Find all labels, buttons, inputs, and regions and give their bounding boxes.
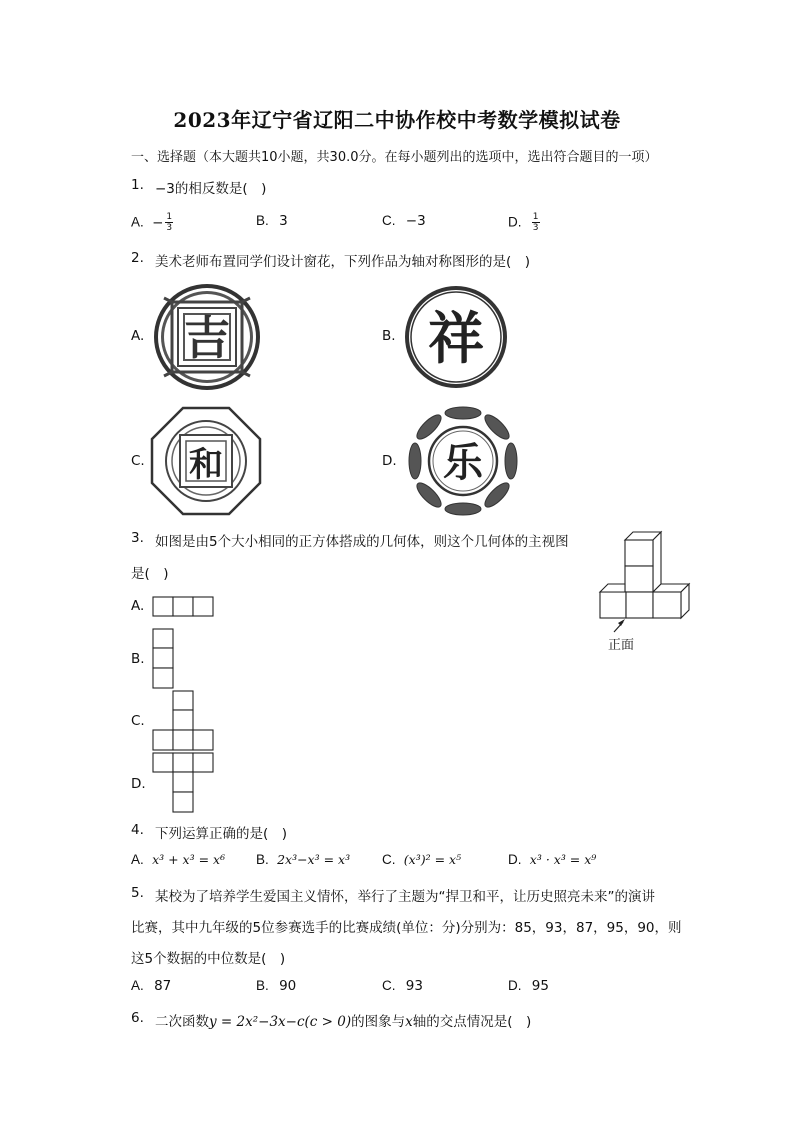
fraction-numerator: 1 (532, 212, 539, 222)
paper-cut-ji-image[interactable] (150, 282, 265, 392)
xiang-character: 祥 (428, 307, 484, 372)
question-3-number: 3. (131, 530, 144, 546)
fraction-denominator: 3 (532, 223, 539, 233)
paper-cut-xiang-image[interactable] (402, 284, 510, 390)
cube-stack-figure (596, 528, 696, 650)
q3-option-d-label[interactable]: D. (131, 776, 146, 792)
fraction-denominator: 3 (166, 223, 173, 233)
option-value: 95 (531, 978, 549, 994)
section-heading: 一、选择题（本大题共10小题，共30.0分。在每小题列出的选项中，选出符合题目的一项） (131, 150, 658, 165)
option-expression: 2x³−x³ = x³ (277, 852, 351, 867)
option-value: 93 (405, 978, 423, 994)
paper-cut-le-image[interactable] (405, 404, 521, 518)
ji-character: 吉 (184, 311, 230, 365)
option-label: D. (508, 978, 522, 993)
minus-sign: − (152, 214, 164, 231)
q4-option-a[interactable] (131, 852, 225, 868)
paper-cut-he-image[interactable] (150, 406, 262, 516)
stem-text: 轴的交点情况是( ) (412, 1014, 532, 1030)
option-expression: x³ · x³ = x⁹ (529, 852, 597, 867)
q1-option-a[interactable] (131, 212, 173, 233)
q4-option-c[interactable] (382, 852, 461, 868)
function-expression: y = 2x²−3x−c(c > 0) (209, 1014, 352, 1030)
q1-option-b[interactable] (256, 213, 288, 229)
question-1-number: 1. (131, 177, 144, 193)
front-view-label: 正面 (608, 638, 635, 650)
q2-option-d-label[interactable]: D. (382, 453, 397, 469)
q5-option-a[interactable] (131, 978, 171, 994)
q3-option-b-label[interactable]: B. (131, 651, 145, 667)
q2-option-b-label[interactable]: B. (382, 328, 396, 344)
q3-option-c-figure[interactable] (152, 690, 214, 751)
q3-option-a-label[interactable]: A. (131, 598, 145, 614)
he-character: 和 (189, 445, 223, 485)
question-3-stem-line2: 是( ) (131, 566, 169, 582)
question-6-number: 6. (131, 1010, 144, 1026)
exam-title: 2023年辽宁省辽阳二中协作校中考数学模拟试卷 (173, 108, 621, 132)
question-5-line1: 某校为了培养学生爱国主义情怀，举行了主题为“捍卫和平，让历史照亮未来”的演讲 (155, 889, 655, 905)
q1-option-c[interactable] (382, 213, 426, 229)
question-3-stem-line1: 如图是由5个大小相同的正方体搭成的几何体，则这个几何体的主视图 (155, 534, 569, 550)
option-label: C. (382, 978, 396, 993)
question-1-stem: −3的相反数是( ) (155, 181, 267, 197)
option-label: C. (382, 213, 396, 228)
q5-option-d[interactable] (508, 978, 549, 994)
option-label: A. (131, 852, 144, 867)
question-5-number: 5. (131, 885, 144, 901)
variable-x: x (405, 1014, 413, 1030)
option-value: 87 (154, 978, 172, 994)
option-label: A. (131, 214, 144, 230)
question-4-stem: 下列运算正确的是( ) (155, 826, 288, 842)
q2-option-a-label[interactable]: A. (131, 328, 145, 344)
option-value: 3 (279, 213, 288, 229)
option-expression: x³ + x³ = x⁶ (152, 852, 226, 867)
q4-option-d[interactable] (508, 852, 596, 868)
option-label: B. (256, 213, 269, 228)
stem-text: 的图象与 (351, 1014, 406, 1030)
option-value: 90 (279, 978, 297, 994)
le-character: 乐 (443, 440, 483, 486)
option-label: A. (131, 978, 144, 993)
q3-option-a-figure[interactable] (152, 596, 214, 617)
option-label: B. (256, 852, 269, 867)
q4-option-b[interactable] (256, 852, 350, 868)
option-label: B. (256, 978, 269, 993)
question-5-line3: 这5个数据的中位数是( ) (131, 951, 286, 967)
option-label: D. (508, 214, 522, 230)
option-label: C. (382, 852, 396, 867)
q3-option-b-figure[interactable] (152, 628, 175, 689)
q3-option-c-label[interactable]: C. (131, 713, 145, 729)
option-value: −3 (405, 213, 426, 229)
option-label: D. (508, 852, 522, 867)
question-5-line2: 比赛，其中九年级的5位参赛选手的比赛成绩(单位：分)分别为：85，93，87，95，90，则 (131, 920, 682, 936)
q5-option-b[interactable] (256, 978, 296, 994)
q2-option-c-label[interactable]: C. (131, 453, 145, 469)
option-expression: (x³)² = x⁵ (403, 852, 462, 867)
question-6-stem (155, 1010, 531, 1030)
q5-option-c[interactable] (382, 978, 423, 994)
q1-option-d[interactable] (508, 212, 540, 233)
question-4-number: 4. (131, 822, 144, 838)
q3-option-d-figure[interactable] (152, 752, 214, 813)
question-2-stem: 美术老师布置同学们设计窗花，下列作品为轴对称图形的是( ) (155, 254, 531, 270)
question-2-number: 2. (131, 250, 144, 266)
fraction-numerator: 1 (166, 212, 173, 222)
stem-text: 二次函数 (155, 1014, 209, 1030)
